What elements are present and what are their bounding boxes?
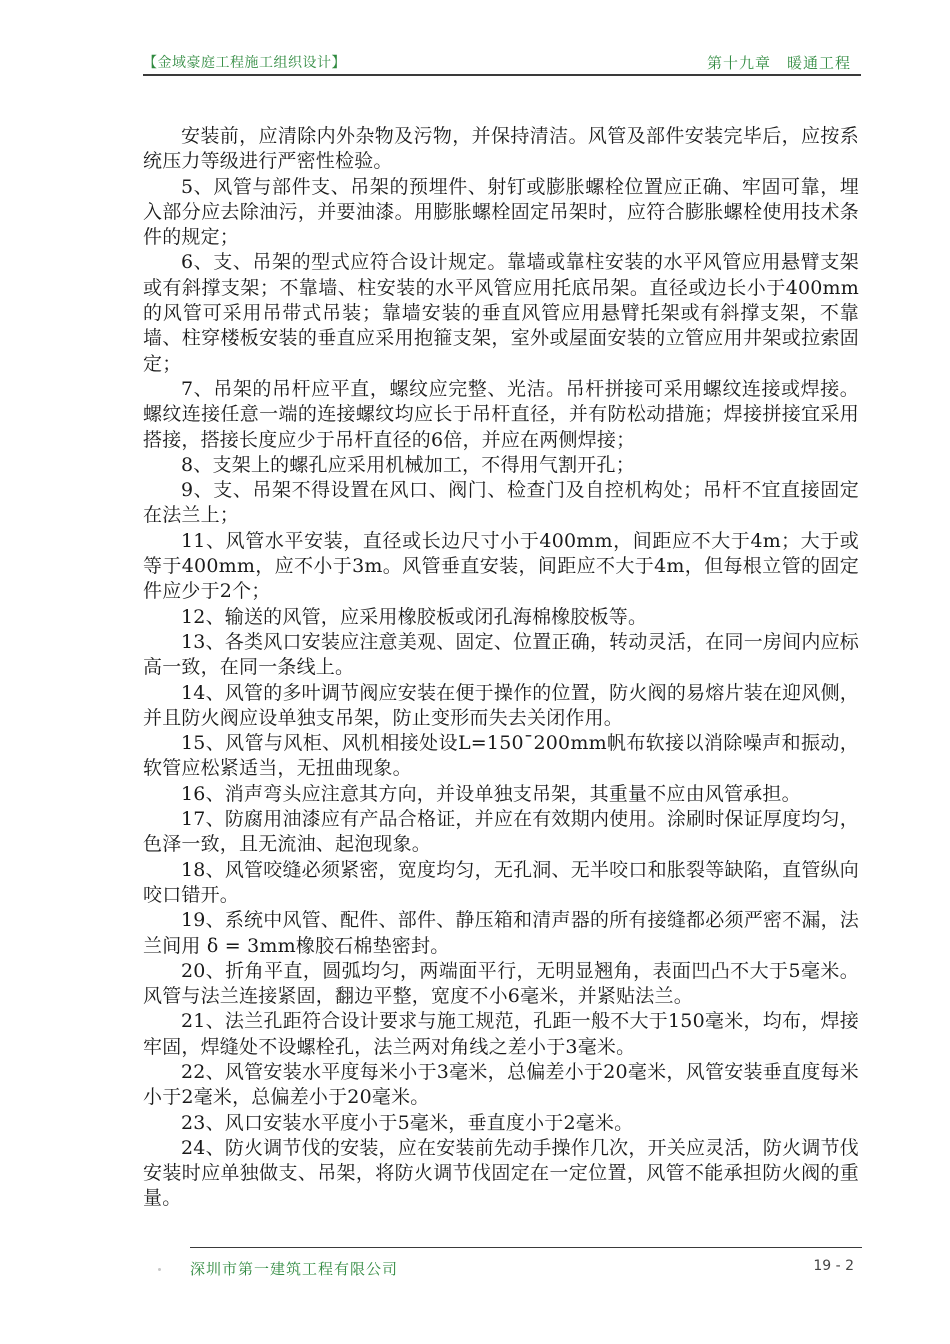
- paragraph: 7、吊架的吊杆应平直，螺纹应完整、光洁。吊杆拼接可采用螺纹连接或焊接。螺纹连接任意一端的连接螺纹均应长于吊杆直径，并有防松动措施；焊接拼接宜采用搭接，搭接长度应少于吊杆直径的6倍，并应在两侧焊接；: [143, 377, 859, 451]
- paragraph: 13、各类风口安装应注意美观、固定、位置正确，转动灵活，在同一房间内应标高一致，在同一条线上。: [143, 630, 859, 679]
- paragraph: 17、防腐用油漆应有产品合格证，并应在有效期内使用。涂刷时保证厚度均匀，色泽一致，且无流油、起泡现象。: [143, 808, 859, 856]
- paragraph: 11、风管水平安装，直径或长边尺寸小于400mm，间距应不大于4m；大于或等于400mm，应不小于3m。风管垂直安装，间距应不大于4m，但每根立管的固定件应少于2个；: [143, 529, 859, 603]
- paragraph: 15、风管与风柜、风机相接处设L=150¯200mm帆布软接以消除噪声和振动，软管应松紧适当，无扭曲现象。: [143, 732, 859, 780]
- paragraph: 21、法兰孔距符合设计要求与施工规范，孔距一般不大于150毫米，均布，焊接牢固，焊缝处不设螺栓孔，法兰两对角线之差小于3毫米。: [143, 1010, 859, 1058]
- footer-page-number: 19 - 2: [813, 1258, 854, 1274]
- paragraph: 22、风管安装水平度每米小于3毫米，总偏差小于20毫米，风管安装垂直度每米小于2毫米，总偏差小于20毫米。: [143, 1060, 859, 1109]
- paragraph: 24、防火调节伐的安装，应在安装前先动手操作几次，开关应灵活，防火调节伐安装时应单独做支、吊架，将防火调节伐固定在一定位置，风管不能承担防火阀的重量。: [143, 1136, 859, 1210]
- paragraph: 8、支架上的螺孔应采用机械加工，不得用气割开孔；: [181, 453, 635, 476]
- paragraph: 20、折角平直，圆弧均匀，两端面平行，无明显翘角，表面凹凸不大于5毫米。风管与法兰连接紧固，翻边平整，宽度不小6毫米，并紧贴法兰。: [143, 959, 859, 1008]
- footer-company-name: 深圳市第一建筑工程有限公司: [190, 1260, 399, 1278]
- paragraph: 9、支、吊架不得设置在风口、阀门、检查门及自控机构处；吊杆不宜直接固定在法兰上；: [143, 479, 859, 527]
- paragraph: 23、风口安装水平度小于5毫米，垂直度小于2毫米。: [181, 1111, 634, 1134]
- header-document-title: 【金域豪庭工程施工组织设计】: [143, 55, 346, 71]
- paragraph: 16、消声弯头应注意其方向，并设单独支吊架，其重量不应由风管承担。: [181, 782, 801, 805]
- paragraph: 18、风管咬缝必须紧密，宽度均匀，无孔洞、无半咬口和胀裂等缺陷，直管纵向咬口错开。: [143, 858, 859, 906]
- paragraph: 12、输送的风管，应采用橡胶板或闭孔海棉橡胶板等。: [181, 605, 648, 628]
- margin-dot: [158, 1268, 161, 1271]
- page-footer: [190, 1247, 862, 1278]
- page-header: [143, 52, 861, 76]
- paragraph: 19、系统中风管、配件、部件、静压箱和清声器的所有接缝都必须严密不漏，法兰间用 δ = 3mm橡胶石棉垫密封。: [143, 909, 859, 957]
- header-chapter-title: 第十九章 暖通工程: [706, 54, 851, 72]
- paragraph: 5、风管与部件支、吊架的预埋件、射钉或膨胀螺栓位置应正确、牢固可靠，埋入部分应去除油污，并要油漆。用膨胀螺栓固定吊架时，应符合膨胀螺栓使用技术条件的规定；: [143, 175, 859, 249]
- paragraph: 安装前，应清除内外杂物及污物，并保持清洁。风管及部件安装完毕后，应按系统压力等级进行严密性检验。: [143, 125, 859, 173]
- paragraph: 14、风管的多叶调节阀应安装在便于操作的位置，防火阀的易熔片装在迎风侧，并且防火阀应设单独支吊架，防止变形而失去关闭作用。: [143, 681, 859, 729]
- paragraph: 6、支、吊架的型式应符合设计规定。靠墙或靠柱安装的水平风管应用悬臂支架或有斜撑支架；不靠墙、柱安装的水平风管应用托底吊架。直径或边长小于400mm的风管可采用吊带式吊装；靠墙安装的垂直风管应用悬臂托架或有斜撑支架，不靠墙、柱穿楼板安装的垂直应采用抱箍支架，室外或屋面安装的立管应用井架或拉索固定；: [143, 251, 859, 375]
- document-body: [143, 124, 859, 1212]
